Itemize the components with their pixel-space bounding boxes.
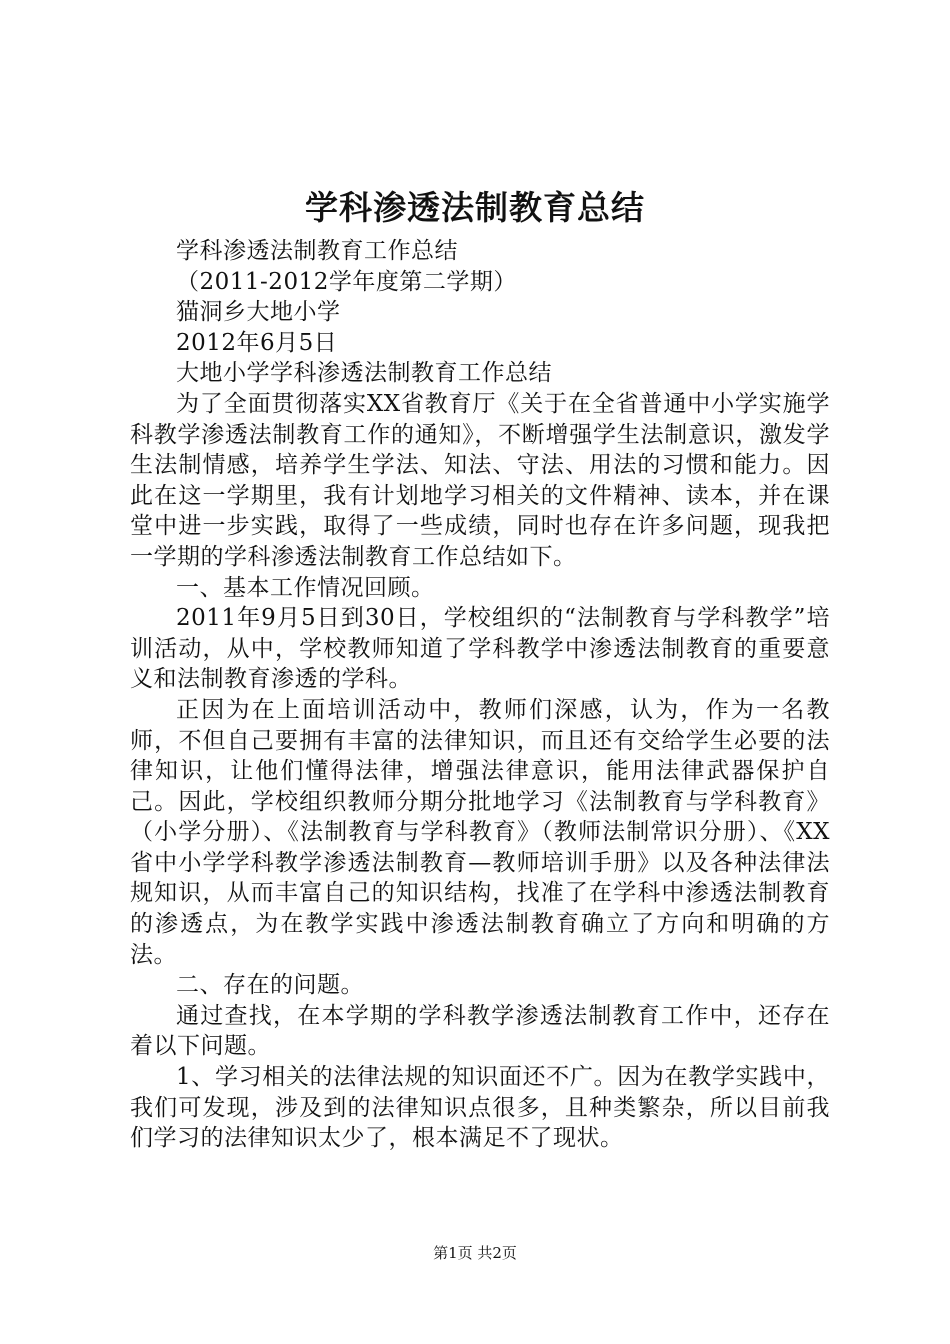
paragraph: （2011-2012学年度第二学期） [176,268,517,295]
paragraph: 学科渗透法制教育工作总结 [176,238,458,264]
paragraph: 猫洞乡大地小学 [176,299,341,326]
paragraph: 1、学习相关的法律法规的知识面还不广。因为在教学实践中，我们可发现，涉及到的法律知识点很多，且种类繁杂，所以目前我们学习的法律知识太少了，根本满足不了现状。 [130,1064,830,1152]
paragraph: 大地小学学科渗透法制教育工作总结 [176,360,552,387]
paragraph: 为了全面贯彻落实XX省教育厅《关于在全省普通中小学实施学科教学渗透法制教育工作的通知》，不断增强学生法制意识，激发学生法制情感，培养学生学法、知法、守法、用法的习惯和能力。因此在这一学期里，我有计划地学习相关的文件精神、读本，并在课堂中进一步实践，取得了一些成绩，同时也存在许多问题，现我把一学期的学科渗透法制教育工作总结如下。 [130,390,830,570]
paragraph: 2011年9月5日到30日，学校组织的“法制教育与学科教学”培训活动，从中，学校教师知道了学科教学中渗透法制教育的重要意义和法制教育渗透的学科。 [130,605,830,693]
section-heading: 二、存在的问题。 [176,972,364,999]
page-footer: 第1页 共2页 [433,1244,517,1262]
paragraph: 正因为在上面培训活动中，教师们深感，认为，作为一名教师，不但自己要拥有丰富的法律知识，而且还有交给学生必要的法律知识，让他们懂得法律，增强法律意识，能用法律武器保护自己。因此，学校组织教师分期分批地学习《法制教育与学科教育》（小学分册）、《法制教育与学科教育》（教师法制常识分册）、《XX省中小学学科教学渗透法制教育—教师培训手册》以及各种法律法规知识，从而丰富自己的知识结构，找准了在学科中渗透法制教育的渗透点，为在教学实践中渗透法制教育确立了方向和明确的方法。 [130,696,830,968]
document-body [130,236,830,1154]
section-heading: 一、基本工作情况回顾。 [176,574,435,601]
document-title: 学科渗透法制教育总结 [305,188,645,227]
paragraph: 2012年6月5日 [176,329,338,356]
paragraph: 通过查找，在本学期的学科教学渗透法制教育工作中，还存在着以下问题。 [130,1002,830,1060]
